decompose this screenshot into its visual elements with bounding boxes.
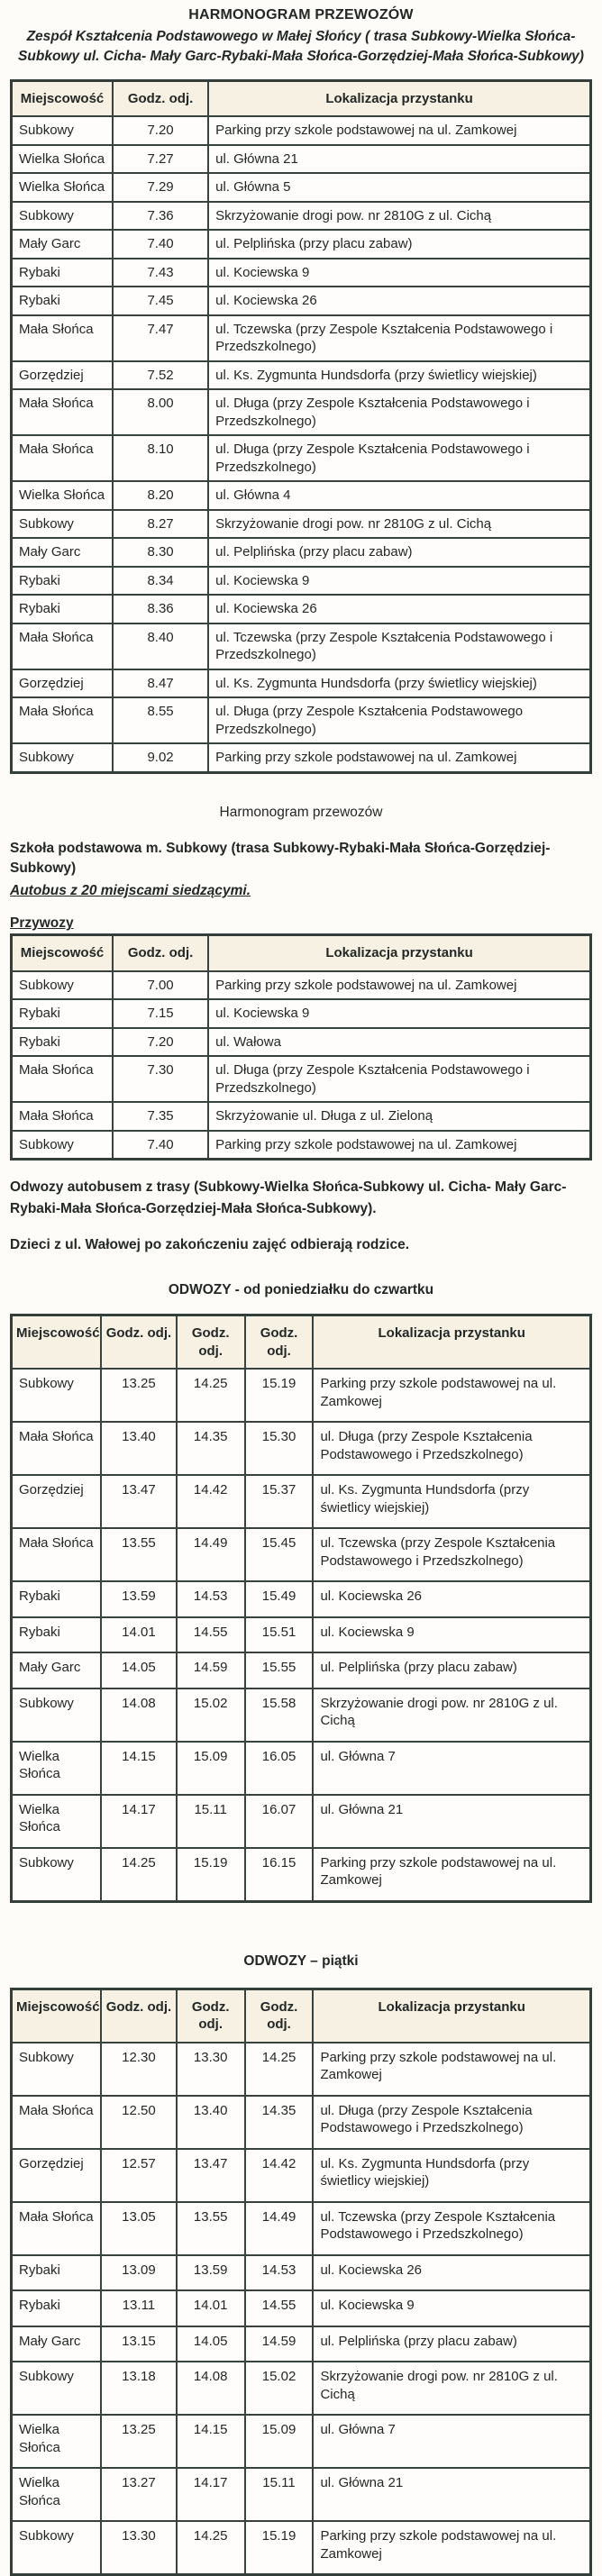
column-header: Godz. odj. [245, 1989, 314, 2043]
schedule-table-przywozy [10, 933, 592, 1161]
cell-place: Subkowy [12, 1131, 114, 1160]
cell-time: 15.11 [177, 1795, 245, 1848]
cell-place: Mały Garc [12, 1652, 102, 1689]
column-header: Miejscowość [12, 935, 114, 971]
table-row [12, 2415, 591, 2468]
column-header: Godz. odj. [245, 1315, 314, 1370]
cell-place: Subkowy [12, 2043, 102, 2096]
cell-place: Wielka Słońca [12, 2468, 102, 2521]
cell-location: ul. Długa (przy Zespole Kształcenia Podstawowego i Przedszkolnego) [208, 435, 590, 481]
schedule-table-morning [10, 79, 592, 774]
cell-time: 13.11 [101, 2290, 177, 2326]
schedule-table-odwozy-mon-thu [10, 1314, 592, 1903]
cell-place: Wielka Słońca [12, 173, 114, 202]
table-row [12, 1581, 591, 1617]
cell-time: 14.05 [101, 1652, 177, 1689]
bus-capacity-line: Autobus z 20 miejscami siedzącymi. [10, 882, 251, 898]
cell-time: 15.02 [177, 1689, 245, 1742]
cell-place: Rybaki [12, 259, 114, 287]
table-row [12, 2149, 591, 2202]
cell-time: 13.25 [101, 1369, 177, 1422]
cell-time: 15.09 [245, 2415, 314, 2468]
cell-location: ul. Główna 7 [313, 1742, 590, 1795]
cell-time: 7.43 [113, 259, 208, 287]
column-header: Miejscowość [12, 1315, 102, 1370]
cell-time: 14.01 [101, 1617, 177, 1653]
cell-time: 14.49 [177, 1528, 245, 1581]
header-row [12, 935, 591, 971]
cell-place: Rybaki [12, 1028, 114, 1057]
cell-place: Subkowy [12, 510, 114, 539]
cell-location: ul. Kociewska 26 [313, 2255, 590, 2291]
note-dzieci-walowa: Dzieci z ul. Wałowej po zakończeniu zajęć odbierają rodzice. [10, 1236, 410, 1252]
table-row [12, 2043, 591, 2096]
cell-location: ul. Kociewska 9 [208, 259, 590, 287]
cell-time: 14.53 [177, 1581, 245, 1617]
cell-time: 9.02 [113, 743, 208, 772]
cell-place: Rybaki [12, 595, 114, 624]
table-row [12, 669, 591, 698]
cell-place: Gorzędziej [12, 1475, 102, 1528]
cell-time: 7.45 [113, 287, 208, 315]
cell-place: Rybaki [12, 2290, 102, 2326]
cell-time: 12.57 [101, 2149, 177, 2202]
table-row [12, 2255, 591, 2291]
cell-time: 13.40 [101, 1422, 177, 1475]
cell-time: 7.30 [113, 1056, 208, 1102]
cell-time: 13.30 [177, 2043, 245, 2096]
column-header: Godz. odj. [177, 1989, 245, 2043]
table-row [12, 1742, 591, 1795]
cell-time: 15.19 [245, 1369, 314, 1422]
cell-location: ul. Ks. Zygmunta Hundsdorfa (przy świetlicy wiejskiej) [208, 361, 590, 390]
cell-time: 14.15 [177, 2415, 245, 2468]
cell-place: Mała Słońca [12, 1528, 102, 1581]
cell-location: ul. Kociewska 9 [208, 999, 590, 1028]
cell-time: 13.47 [177, 2149, 245, 2202]
cell-time: 7.20 [113, 116, 208, 145]
table-row [12, 1369, 591, 1422]
table-row [12, 1056, 591, 1102]
cell-time: 8.10 [113, 435, 208, 481]
cell-place: Wielka Słońca [12, 1795, 102, 1848]
table-row [12, 389, 591, 435]
table-row [12, 435, 591, 481]
header-row [12, 1989, 591, 2043]
cell-location: Parking przy szkole podstawowej na ul. Zamkowej [208, 743, 590, 772]
cell-location: Skrzyżowanie drogi pow. nr 2810G z ul. Cichą [313, 2362, 590, 2415]
cell-time: 14.55 [177, 1617, 245, 1653]
cell-location: ul. Kociewska 26 [313, 1581, 590, 1617]
column-header: Lokalizacja przystanku [208, 935, 590, 971]
cell-time: 14.42 [177, 1475, 245, 1528]
header-row [12, 80, 591, 116]
cell-location: ul. Pelplińska (przy placu zabaw) [313, 2326, 590, 2362]
header-row [12, 1315, 591, 1370]
table-row [12, 1422, 591, 1475]
cell-location: ul. Kociewska 9 [313, 2290, 590, 2326]
cell-location: ul. Pelplińska (przy placu zabaw) [208, 538, 590, 567]
cell-place: Rybaki [12, 1617, 102, 1653]
table-row [12, 595, 591, 624]
cell-location: ul. Długa (przy Zespole Kształcenia Podstawowego i Przedszkolnego) [313, 2096, 590, 2149]
cell-time: 15.51 [245, 1617, 314, 1653]
table-row [12, 2326, 591, 2362]
cell-location: Parking przy szkole podstawowej na ul. Zamkowej [208, 116, 590, 145]
cell-time: 7.20 [113, 1028, 208, 1057]
cell-location: ul. Kociewska 9 [313, 1617, 590, 1653]
cell-location: ul. Ks. Zygmunta Hundsdorfa (przy świetlicy wiejskiej) [313, 1475, 590, 1528]
cell-place: Mała Słońca [12, 2096, 102, 2149]
cell-location: ul. Tczewska (przy Zespole Kształcenia Podstawowego i Przedszkolnego) [313, 1528, 590, 1581]
table-row [12, 2096, 591, 2149]
cell-time: 16.05 [245, 1742, 314, 1795]
cell-place: Mała Słońca [12, 389, 114, 435]
table-row [12, 567, 591, 596]
cell-place: Mała Słońca [12, 1056, 114, 1102]
cell-location: Parking przy szkole podstawowej na ul. Zamkowej [313, 1848, 590, 1902]
cell-place: Subkowy [12, 971, 114, 1000]
cell-time: 13.27 [101, 2468, 177, 2521]
cell-time: 14.08 [177, 2362, 245, 2415]
cell-location: ul. Długa (przy Zespole Kształcenia Podstawowego i Przedszkolnego) [208, 1056, 590, 1102]
table-row [12, 971, 591, 1000]
cell-time: 8.36 [113, 595, 208, 624]
table-row [12, 624, 591, 669]
column-header: Godz. odj. [101, 1315, 177, 1370]
cell-time: 14.17 [101, 1795, 177, 1848]
cell-time: 8.34 [113, 567, 208, 596]
cell-place: Rybaki [12, 999, 114, 1028]
table-row [12, 1028, 591, 1057]
cell-location: Skrzyżowanie drogi pow. nr 2810G z ul. Cichą [208, 510, 590, 539]
cell-time: 7.35 [113, 1102, 208, 1131]
cell-time: 14.15 [101, 1742, 177, 1795]
table-row [12, 202, 591, 231]
cell-location: ul. Długa (przy Zespole Kształcenia Podstawowego Przedszkolnego) [208, 697, 590, 743]
cell-time: 14.25 [245, 2043, 314, 2096]
cell-location: ul. Wałowa [208, 1028, 590, 1057]
cell-place: Subkowy [12, 116, 114, 145]
cell-place: Rybaki [12, 567, 114, 596]
cell-time: 13.47 [101, 1475, 177, 1528]
cell-location: Skrzyżowanie drogi pow. nr 2810G z ul. Cichą [313, 1689, 590, 1742]
table-row [12, 361, 591, 390]
cell-place: Subkowy [12, 2362, 102, 2415]
cell-time: 7.47 [113, 315, 208, 361]
cell-time: 14.49 [245, 2202, 314, 2255]
cell-place: Subkowy [12, 1848, 102, 1902]
cell-place: Mała Słońca [12, 1102, 114, 1131]
column-header: Lokalizacja przystanku [208, 80, 590, 116]
cell-time: 13.59 [177, 2255, 245, 2291]
table-row [12, 259, 591, 287]
cell-time: 8.40 [113, 624, 208, 669]
cell-time: 13.55 [177, 2202, 245, 2255]
cell-time: 12.50 [101, 2096, 177, 2149]
cell-location: ul. Kociewska 9 [208, 567, 590, 596]
cell-time: 7.52 [113, 361, 208, 390]
cell-time: 13.55 [101, 1528, 177, 1581]
cell-place: Subkowy [12, 743, 114, 772]
cell-time: 14.05 [177, 2326, 245, 2362]
cell-time: 14.08 [101, 1689, 177, 1742]
cell-time: 8.55 [113, 697, 208, 743]
cell-place: Mała Słońca [12, 315, 114, 361]
cell-place: Wielka Słońca [12, 1742, 102, 1795]
table-row [12, 2290, 591, 2326]
przywozy-label: Przywozy [10, 915, 74, 932]
table-row [12, 999, 591, 1028]
cell-time: 7.27 [113, 145, 208, 174]
cell-location: Parking przy szkole podstawowej na ul. Zamkowej [313, 1369, 590, 1422]
column-header: Godz. odj. [113, 935, 208, 971]
column-header: Miejscowość [12, 1989, 102, 2043]
cell-location: ul. Główna 21 [313, 1795, 590, 1848]
cell-place: Mały Garc [12, 538, 114, 567]
cell-place: Gorzędziej [12, 2149, 102, 2202]
section-heading-odwozy-friday: ODWOZY – piątki [243, 1952, 359, 1969]
cell-location: Skrzyżowanie drogi pow. nr 2810G z ul. Cichą [208, 202, 590, 231]
cell-time: 8.00 [113, 389, 208, 435]
cell-location: ul. Pelplińska (przy placu zabaw) [208, 230, 590, 259]
school-route-line: Szkoła podstawowa m. Subkowy (trasa Subkowy-Rybaki-Mała Słońca-Gorzędziej-Subkowy) [10, 840, 551, 877]
cell-time: 13.09 [101, 2255, 177, 2291]
section-heading-harmonogram: Harmonogram przewozów [219, 804, 383, 820]
table-row [12, 510, 591, 539]
cell-location: ul. Tczewska (przy Zespole Kształcenia Podstawowego i Przedszkolnego) [208, 315, 590, 361]
cell-time: 15.49 [245, 1581, 314, 1617]
cell-time: 8.30 [113, 538, 208, 567]
cell-location: ul. Kociewska 26 [208, 287, 590, 315]
cell-time: 14.55 [245, 2290, 314, 2326]
cell-place: Mała Słońca [12, 697, 114, 743]
cell-location: ul. Długa (przy Zespole Kształcenia Podstawowego i Przedszkolnego) [208, 389, 590, 435]
table-row [12, 697, 591, 743]
cell-time: 7.40 [113, 230, 208, 259]
cell-place: Mały Garc [12, 230, 114, 259]
cell-time: 14.25 [101, 1848, 177, 1902]
cell-time: 15.19 [177, 1848, 245, 1902]
cell-location: Parking przy szkole podstawowej na ul. Zamkowej [313, 2043, 590, 2096]
cell-time: 8.27 [113, 510, 208, 539]
cell-place: Mały Garc [12, 2326, 102, 2362]
cell-location: Parking przy szkole podstawowej na ul. Zamkowej [208, 971, 590, 1000]
cell-time: 7.00 [113, 971, 208, 1000]
table-row [12, 145, 591, 174]
cell-time: 13.59 [101, 1581, 177, 1617]
cell-time: 15.02 [245, 2362, 314, 2415]
table-row [12, 116, 591, 145]
cell-place: Subkowy [12, 1369, 102, 1422]
cell-time: 14.01 [177, 2290, 245, 2326]
cell-time: 15.55 [245, 1652, 314, 1689]
cell-time: 13.40 [177, 2096, 245, 2149]
page-title: HARMONOGRAM PRZEWOZÓW [188, 7, 414, 23]
cell-time: 8.47 [113, 669, 208, 698]
table-row [12, 287, 591, 315]
cell-location: Parking przy szkole podstawowej na ul. Zamkowej [313, 2521, 590, 2575]
cell-place: Wielka Słońca [12, 2415, 102, 2468]
column-header: Miejscowość [12, 80, 114, 116]
cell-location: ul. Tczewska (przy Zespole Kształcenia Podstawowego i Przedszkolnego) [208, 624, 590, 669]
table-row [12, 1528, 591, 1581]
cell-time: 15.45 [245, 1528, 314, 1581]
cell-place: Wielka Słońca [12, 481, 114, 510]
column-header: Godz. odj. [101, 1989, 177, 2043]
cell-location: ul. Pelplińska (przy placu zabaw) [313, 1652, 590, 1689]
column-header: Lokalizacja przystanku [313, 1989, 590, 2043]
cell-place: Mała Słońca [12, 624, 114, 669]
cell-place: Wielka Słońca [12, 145, 114, 174]
cell-location: ul. Kociewska 26 [208, 595, 590, 624]
route-subtitle: Zespół Kształcenia Podstawowego w Małej Słońcy ( trasa Subkowy-Wielka Słońca-Subkowy ul. Cicha- Mały Garc-Rybaki-Mała Słońca-Gorzędziej-Mała Słońca-Subkowy) [18, 29, 584, 65]
table-row [12, 315, 591, 361]
cell-location: ul. Długa (przy Zespole Kształcenia Podstawowego i Przedszkolnego) [313, 1422, 590, 1475]
cell-location: ul. Ks. Zygmunta Hundsdorfa (przy świetlicy wiejskiej) [313, 2149, 590, 2202]
cell-time: 14.59 [245, 2326, 314, 2362]
cell-time: 14.42 [245, 2149, 314, 2202]
table-row [12, 2202, 591, 2255]
cell-time: 14.17 [177, 2468, 245, 2521]
cell-place: Mała Słońca [12, 2202, 102, 2255]
cell-time: 13.18 [101, 2362, 177, 2415]
table-row [12, 1795, 591, 1848]
cell-time: 7.15 [113, 999, 208, 1028]
cell-time: 14.25 [177, 2521, 245, 2575]
cell-place: Gorzędziej [12, 361, 114, 390]
cell-location: ul. Główna 4 [208, 481, 590, 510]
cell-time: 14.25 [177, 1369, 245, 1422]
cell-time: 16.15 [245, 1848, 314, 1902]
cell-location: Skrzyżowanie ul. Długa z ul. Zieloną [208, 1102, 590, 1131]
note-odwozy-route: Odwozy autobusem z trasy (Subkowy-Wielka Słońca-Subkowy ul. Cicha- Mały Garc-Rybaki-Mała Słońca-Gorzędziej-Mała Słońca-Subkowy). [10, 1179, 567, 1216]
cell-location: ul. Główna 5 [208, 173, 590, 202]
cell-time: 14.35 [245, 2096, 314, 2149]
table-row [12, 1102, 591, 1131]
cell-time: 7.40 [113, 1131, 208, 1160]
cell-time: 7.36 [113, 202, 208, 231]
table-row [12, 743, 591, 772]
table-row [12, 1475, 591, 1528]
cell-time: 13.05 [101, 2202, 177, 2255]
cell-time: 14.59 [177, 1652, 245, 1689]
cell-time: 15.30 [245, 1422, 314, 1475]
cell-time: 14.53 [245, 2255, 314, 2291]
cell-location: ul. Główna 21 [208, 145, 590, 174]
cell-time: 15.37 [245, 1475, 314, 1528]
cell-time: 13.15 [101, 2326, 177, 2362]
column-header: Godz. odj. [177, 1315, 245, 1370]
cell-place: Rybaki [12, 287, 114, 315]
cell-time: 15.11 [245, 2468, 314, 2521]
table-row [12, 1652, 591, 1689]
table-row [12, 1617, 591, 1653]
table-row [12, 230, 591, 259]
table-row [12, 481, 591, 510]
cell-location: Parking przy szkole podstawowej na ul. Zamkowej [208, 1131, 590, 1160]
cell-location: ul. Tczewska (przy Zespole Kształcenia Podstawowego i Przedszkolnego) [313, 2202, 590, 2255]
table-row [12, 538, 591, 567]
cell-time: 16.07 [245, 1795, 314, 1848]
cell-time: 12.30 [101, 2043, 177, 2096]
cell-place: Mała Słońca [12, 1422, 102, 1475]
cell-place: Subkowy [12, 202, 114, 231]
cell-place: Rybaki [12, 2255, 102, 2291]
table-row [12, 1848, 591, 1902]
cell-time: 8.20 [113, 481, 208, 510]
column-header: Lokalizacja przystanku [313, 1315, 590, 1370]
cell-location: ul. Główna 7 [313, 2415, 590, 2468]
table-row [12, 1131, 591, 1160]
cell-time: 15.19 [245, 2521, 314, 2575]
cell-time: 15.09 [177, 1742, 245, 1795]
table-row [12, 2362, 591, 2415]
cell-place: Gorzędziej [12, 669, 114, 698]
cell-time: 14.35 [177, 1422, 245, 1475]
table-row [12, 2521, 591, 2575]
schedule-table-odwozy-friday [10, 1988, 592, 2576]
column-header: Godz. odj. [113, 80, 208, 116]
section-heading-odwozy-mon-thu: ODWOZY - od poniedziałku do czwartku [168, 1282, 434, 1298]
table-row [12, 1689, 591, 1742]
cell-location: ul. Ks. Zygmunta Hundsdorfa (przy świetlicy wiejskiej) [208, 669, 590, 698]
cell-time: 13.25 [101, 2415, 177, 2468]
table-row [12, 2468, 591, 2521]
cell-time: 7.29 [113, 173, 208, 202]
cell-location: ul. Główna 21 [313, 2468, 590, 2521]
cell-place: Subkowy [12, 1689, 102, 1742]
cell-place: Rybaki [12, 1581, 102, 1617]
cell-place: Mała Słońca [12, 435, 114, 481]
table-row [12, 173, 591, 202]
cell-time: 13.30 [101, 2521, 177, 2575]
cell-time: 15.58 [245, 1689, 314, 1742]
cell-place: Subkowy [12, 2521, 102, 2575]
